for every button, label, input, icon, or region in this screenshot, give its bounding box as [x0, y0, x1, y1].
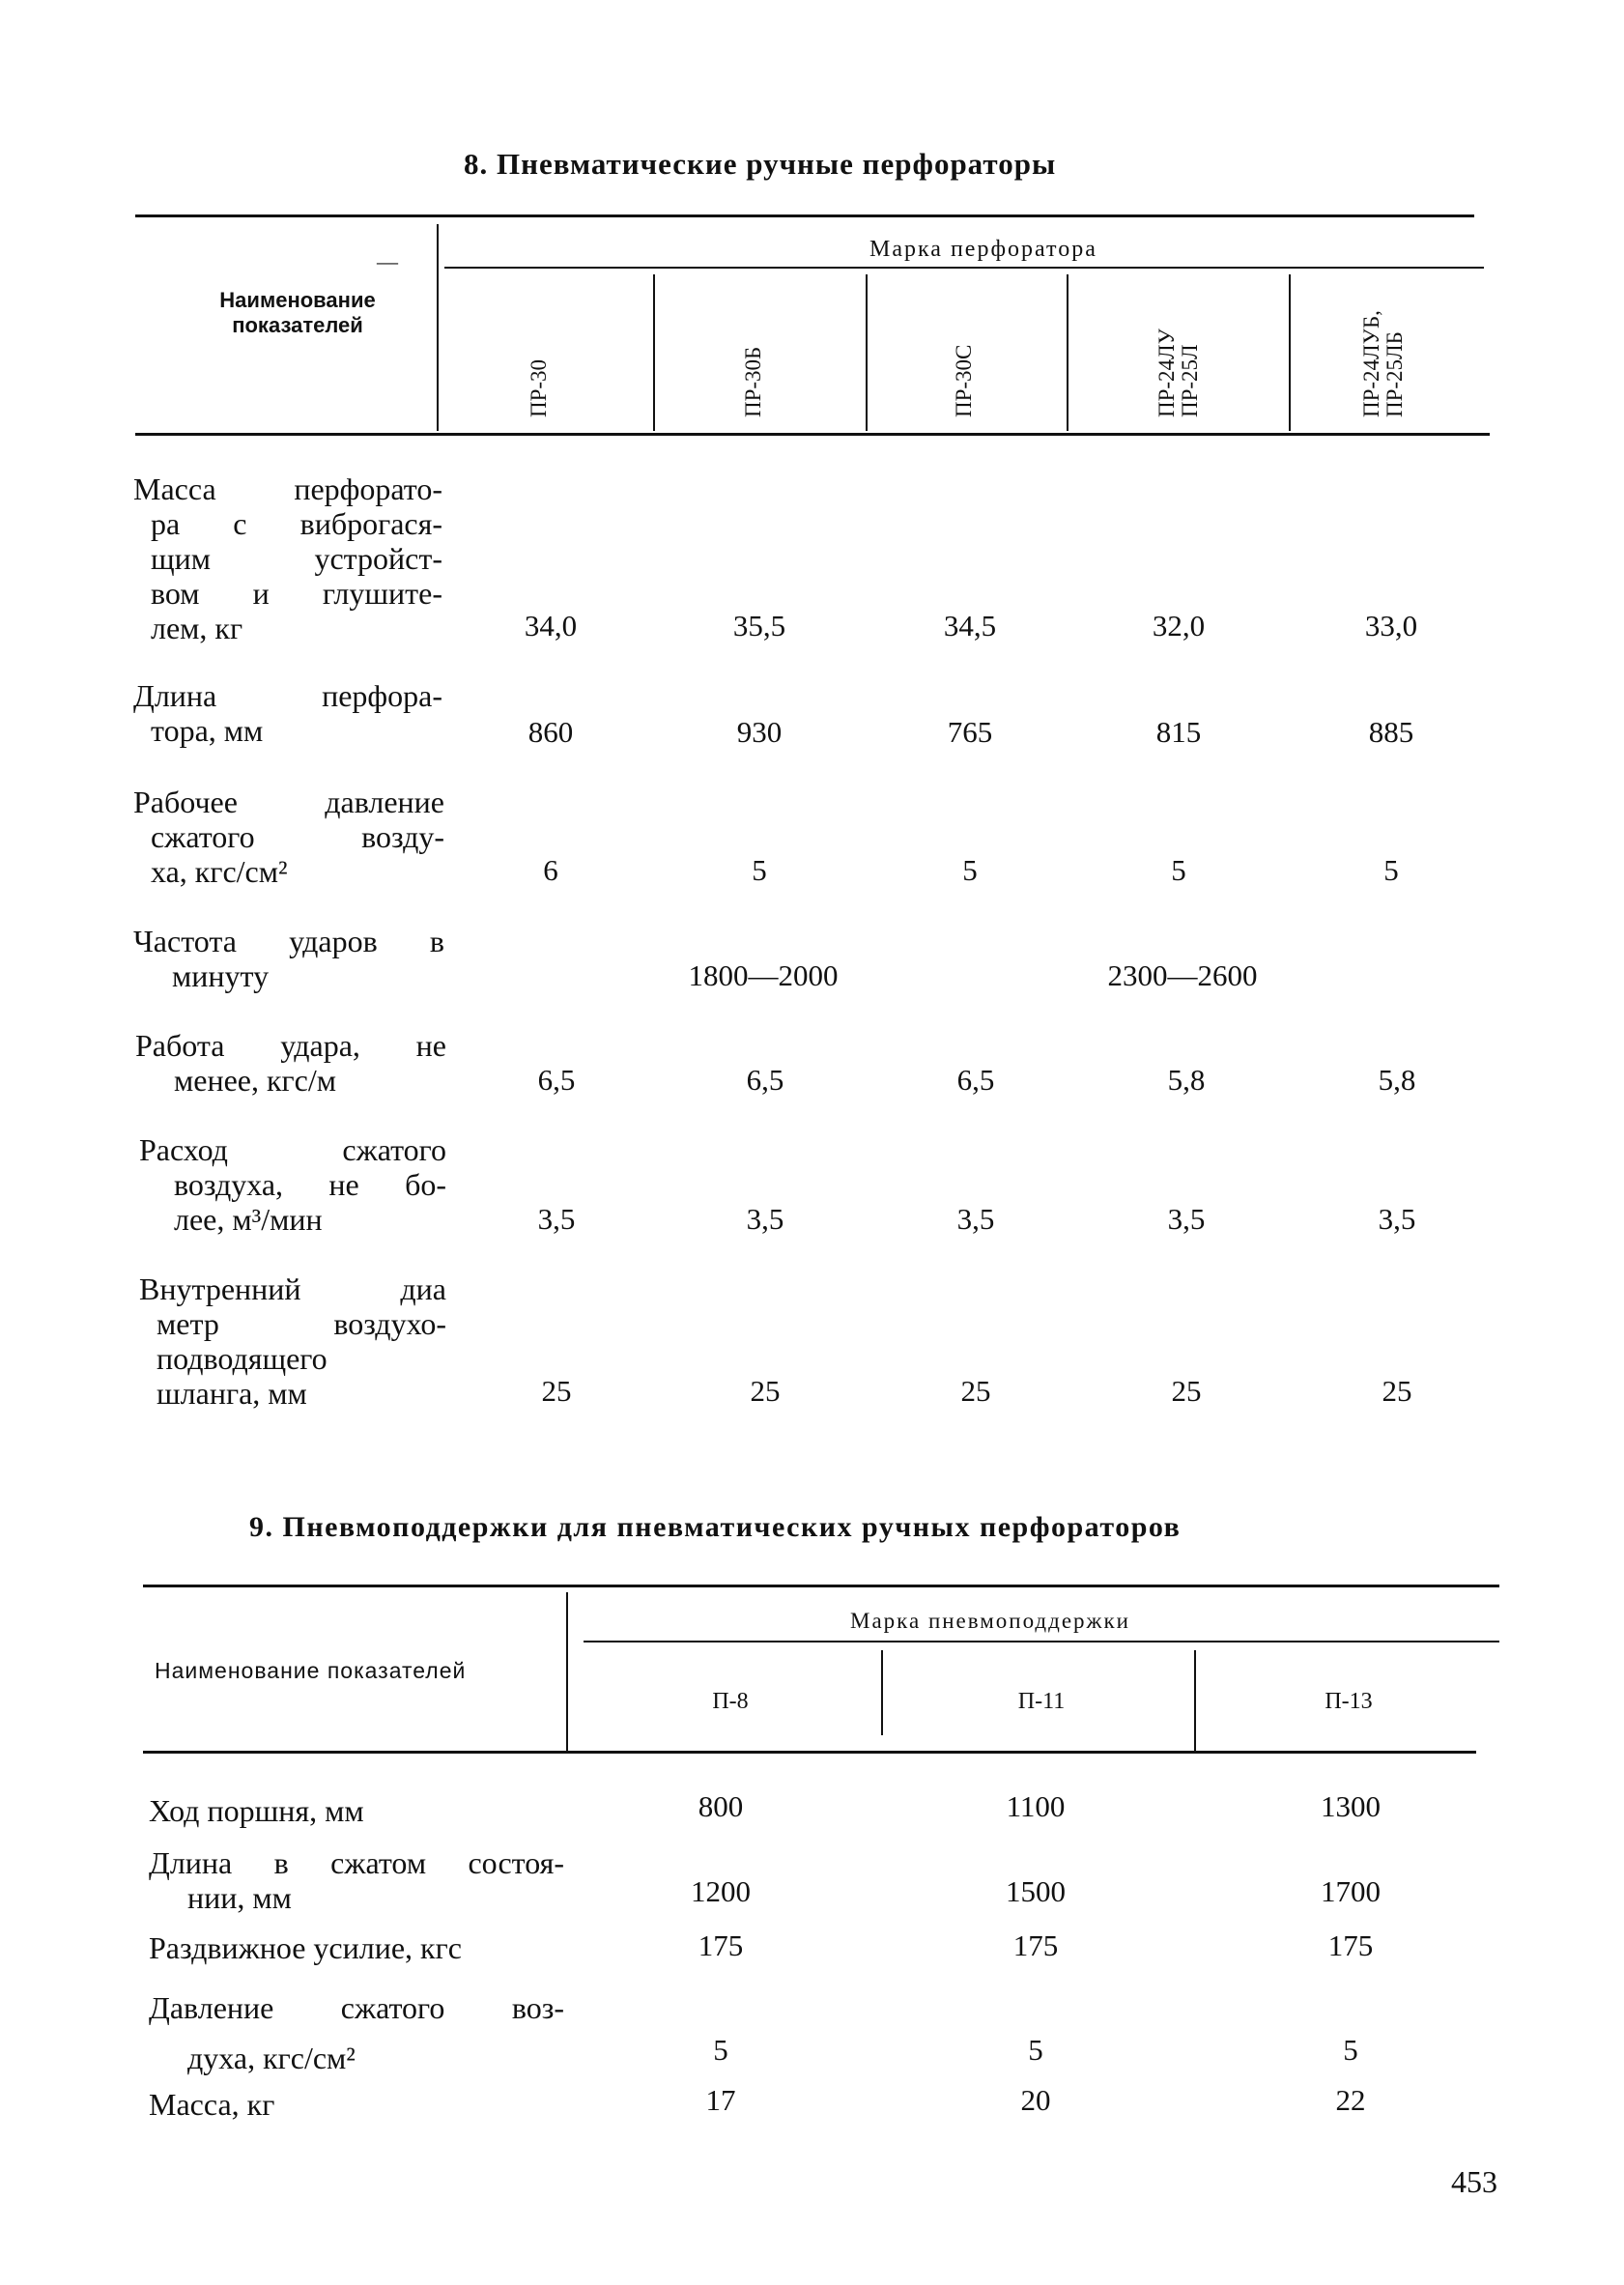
value-cell: 5	[1343, 2033, 1358, 2067]
table8-header-label: Наименование показателей	[219, 288, 376, 337]
value-cell: 1700	[1321, 1874, 1381, 1908]
value-cell: 25	[750, 1374, 781, 1408]
row-label-consumption: Расход сжатого воздуха, не бо- лее, м³/мин	[139, 1132, 446, 1237]
value-cell: 800	[698, 1789, 744, 1823]
table8-col-divider	[1289, 274, 1291, 431]
value-cell: 765	[947, 715, 993, 749]
value-cell: 6,5	[537, 1063, 576, 1097]
table9-group-rule	[584, 1641, 1499, 1642]
value-cell: 1200	[691, 1874, 751, 1908]
value-cell: 5	[713, 2033, 728, 2067]
col-head-pr24lu: ПР-24ЛУ ПР-25Л	[1154, 328, 1202, 417]
table9-header-label: Наименование показателей	[155, 1658, 467, 1683]
col-head-p13: П-13	[1325, 1689, 1373, 1714]
row-label-length: Длина перфора- тора, мм	[133, 678, 442, 748]
value-cell: 815	[1155, 715, 1202, 749]
value-cell: 25	[1382, 1374, 1412, 1408]
row-label-air-pressure: Давление сжатого воз- духа, кгс/см²	[149, 1990, 564, 2075]
header-dash: —	[377, 249, 398, 273]
table8-group-rule	[444, 267, 1484, 269]
table8-col-divider	[1067, 274, 1068, 431]
value-cell: 175	[1327, 1928, 1374, 1962]
row-label-diameter: Внутренний диа метр воздухо- подводящего шланга, мм	[139, 1271, 446, 1411]
value-cell: 3,5	[746, 1202, 784, 1236]
row-label-impact: Работа удара, не менее, кгс/м	[135, 1028, 446, 1098]
value-cell: 5	[1171, 853, 1186, 887]
table8-header-bottom-rule	[135, 433, 1490, 436]
col-head-pr30s: ПР-30С	[952, 344, 976, 417]
value-cell: 5	[752, 853, 767, 887]
value-cell: 6,5	[746, 1063, 784, 1097]
value-cell: 1300	[1321, 1789, 1381, 1823]
page-number: 453	[1451, 2164, 1497, 2199]
value-cell: 20	[1020, 2083, 1051, 2117]
value-cell: 3,5	[1378, 1202, 1416, 1236]
value-cell: 175	[1012, 1928, 1059, 1962]
table8-label-divider	[437, 224, 439, 431]
value-cell: 6	[543, 853, 558, 887]
value-cell: 17	[705, 2083, 736, 2117]
table9-col-divider	[1194, 1650, 1196, 1751]
table9-title: 9. Пневмоподдержки для пневматических ручных перфораторов	[249, 1511, 1182, 1543]
value-cell: 32,0	[1152, 609, 1206, 643]
value-cell: 34,0	[524, 609, 578, 643]
value-cell: 3,5	[956, 1202, 995, 1236]
value-cell: 175	[698, 1928, 744, 1962]
row-label-pressure: Рабочее давление сжатого возду- ха, кгс/см²	[133, 785, 444, 889]
value-cell: 25	[960, 1374, 991, 1408]
row-label-weight: Масса, кг	[149, 2087, 275, 2122]
row-label-mass: Масса перфорато- ра с виброгася- щим устройст- вом и глушите- лем, кг	[133, 471, 442, 645]
table8-top-rule	[135, 214, 1474, 217]
value-cell: 3,5	[1167, 1202, 1206, 1236]
table9-header-bottom-rule	[143, 1751, 1476, 1754]
table9-col-divider	[881, 1650, 883, 1735]
value-cell: 35,5	[732, 609, 786, 643]
col-head-p11: П-11	[1017, 1689, 1066, 1714]
value-cell: 930	[736, 715, 783, 749]
value-cell: 6,5	[956, 1063, 995, 1097]
row-label-stroke: Ход поршня, мм	[149, 1793, 364, 1828]
value-cell: 860	[527, 715, 574, 749]
row-label-frequency: Частота ударов в минуту	[133, 924, 444, 993]
value-cell: 34,5	[943, 609, 997, 643]
value-cell: 25	[1171, 1374, 1202, 1408]
col-head-pr24lub: ПР-24ЛУБ, ПР-25ЛБ	[1359, 310, 1407, 417]
value-cell: 5,8	[1378, 1063, 1416, 1097]
table8-col-divider	[653, 274, 655, 431]
col-head-p8: П-8	[712, 1689, 749, 1714]
col-head-pr30b: ПР-30Б	[741, 346, 765, 417]
value-cell: 25	[541, 1374, 572, 1408]
table8-title: 8. Пневматические ручные перфораторы	[464, 147, 1057, 181]
value-cell: 1100	[1006, 1789, 1066, 1823]
value-cell: 5	[962, 853, 978, 887]
value-cell: 33,0	[1364, 609, 1418, 643]
value-span-cell: 2300—2600	[1107, 958, 1258, 992]
value-cell: 5	[1383, 853, 1399, 887]
table9-top-rule	[143, 1585, 1499, 1587]
value-cell: 3,5	[537, 1202, 576, 1236]
value-cell: 1500	[1006, 1874, 1066, 1908]
value-cell: 5,8	[1167, 1063, 1206, 1097]
value-cell: 5	[1028, 2033, 1043, 2067]
table9-label-divider	[566, 1592, 568, 1751]
value-span-cell: 1800—2000	[688, 958, 839, 992]
table8-col-divider	[866, 274, 868, 431]
row-label-compressed-length: Длина в сжатом состоя- нии, мм	[149, 1845, 564, 1915]
table9-group-header: Марка пневмоподдержки	[850, 1609, 1130, 1633]
value-cell: 22	[1335, 2083, 1366, 2117]
value-cell: 885	[1368, 715, 1414, 749]
table8-group-header: Марка перфоратора	[869, 237, 1097, 262]
row-label-extension-force: Раздвижное усилие, кгс	[149, 1930, 462, 1965]
col-head-pr30: ПР-30	[527, 358, 551, 417]
